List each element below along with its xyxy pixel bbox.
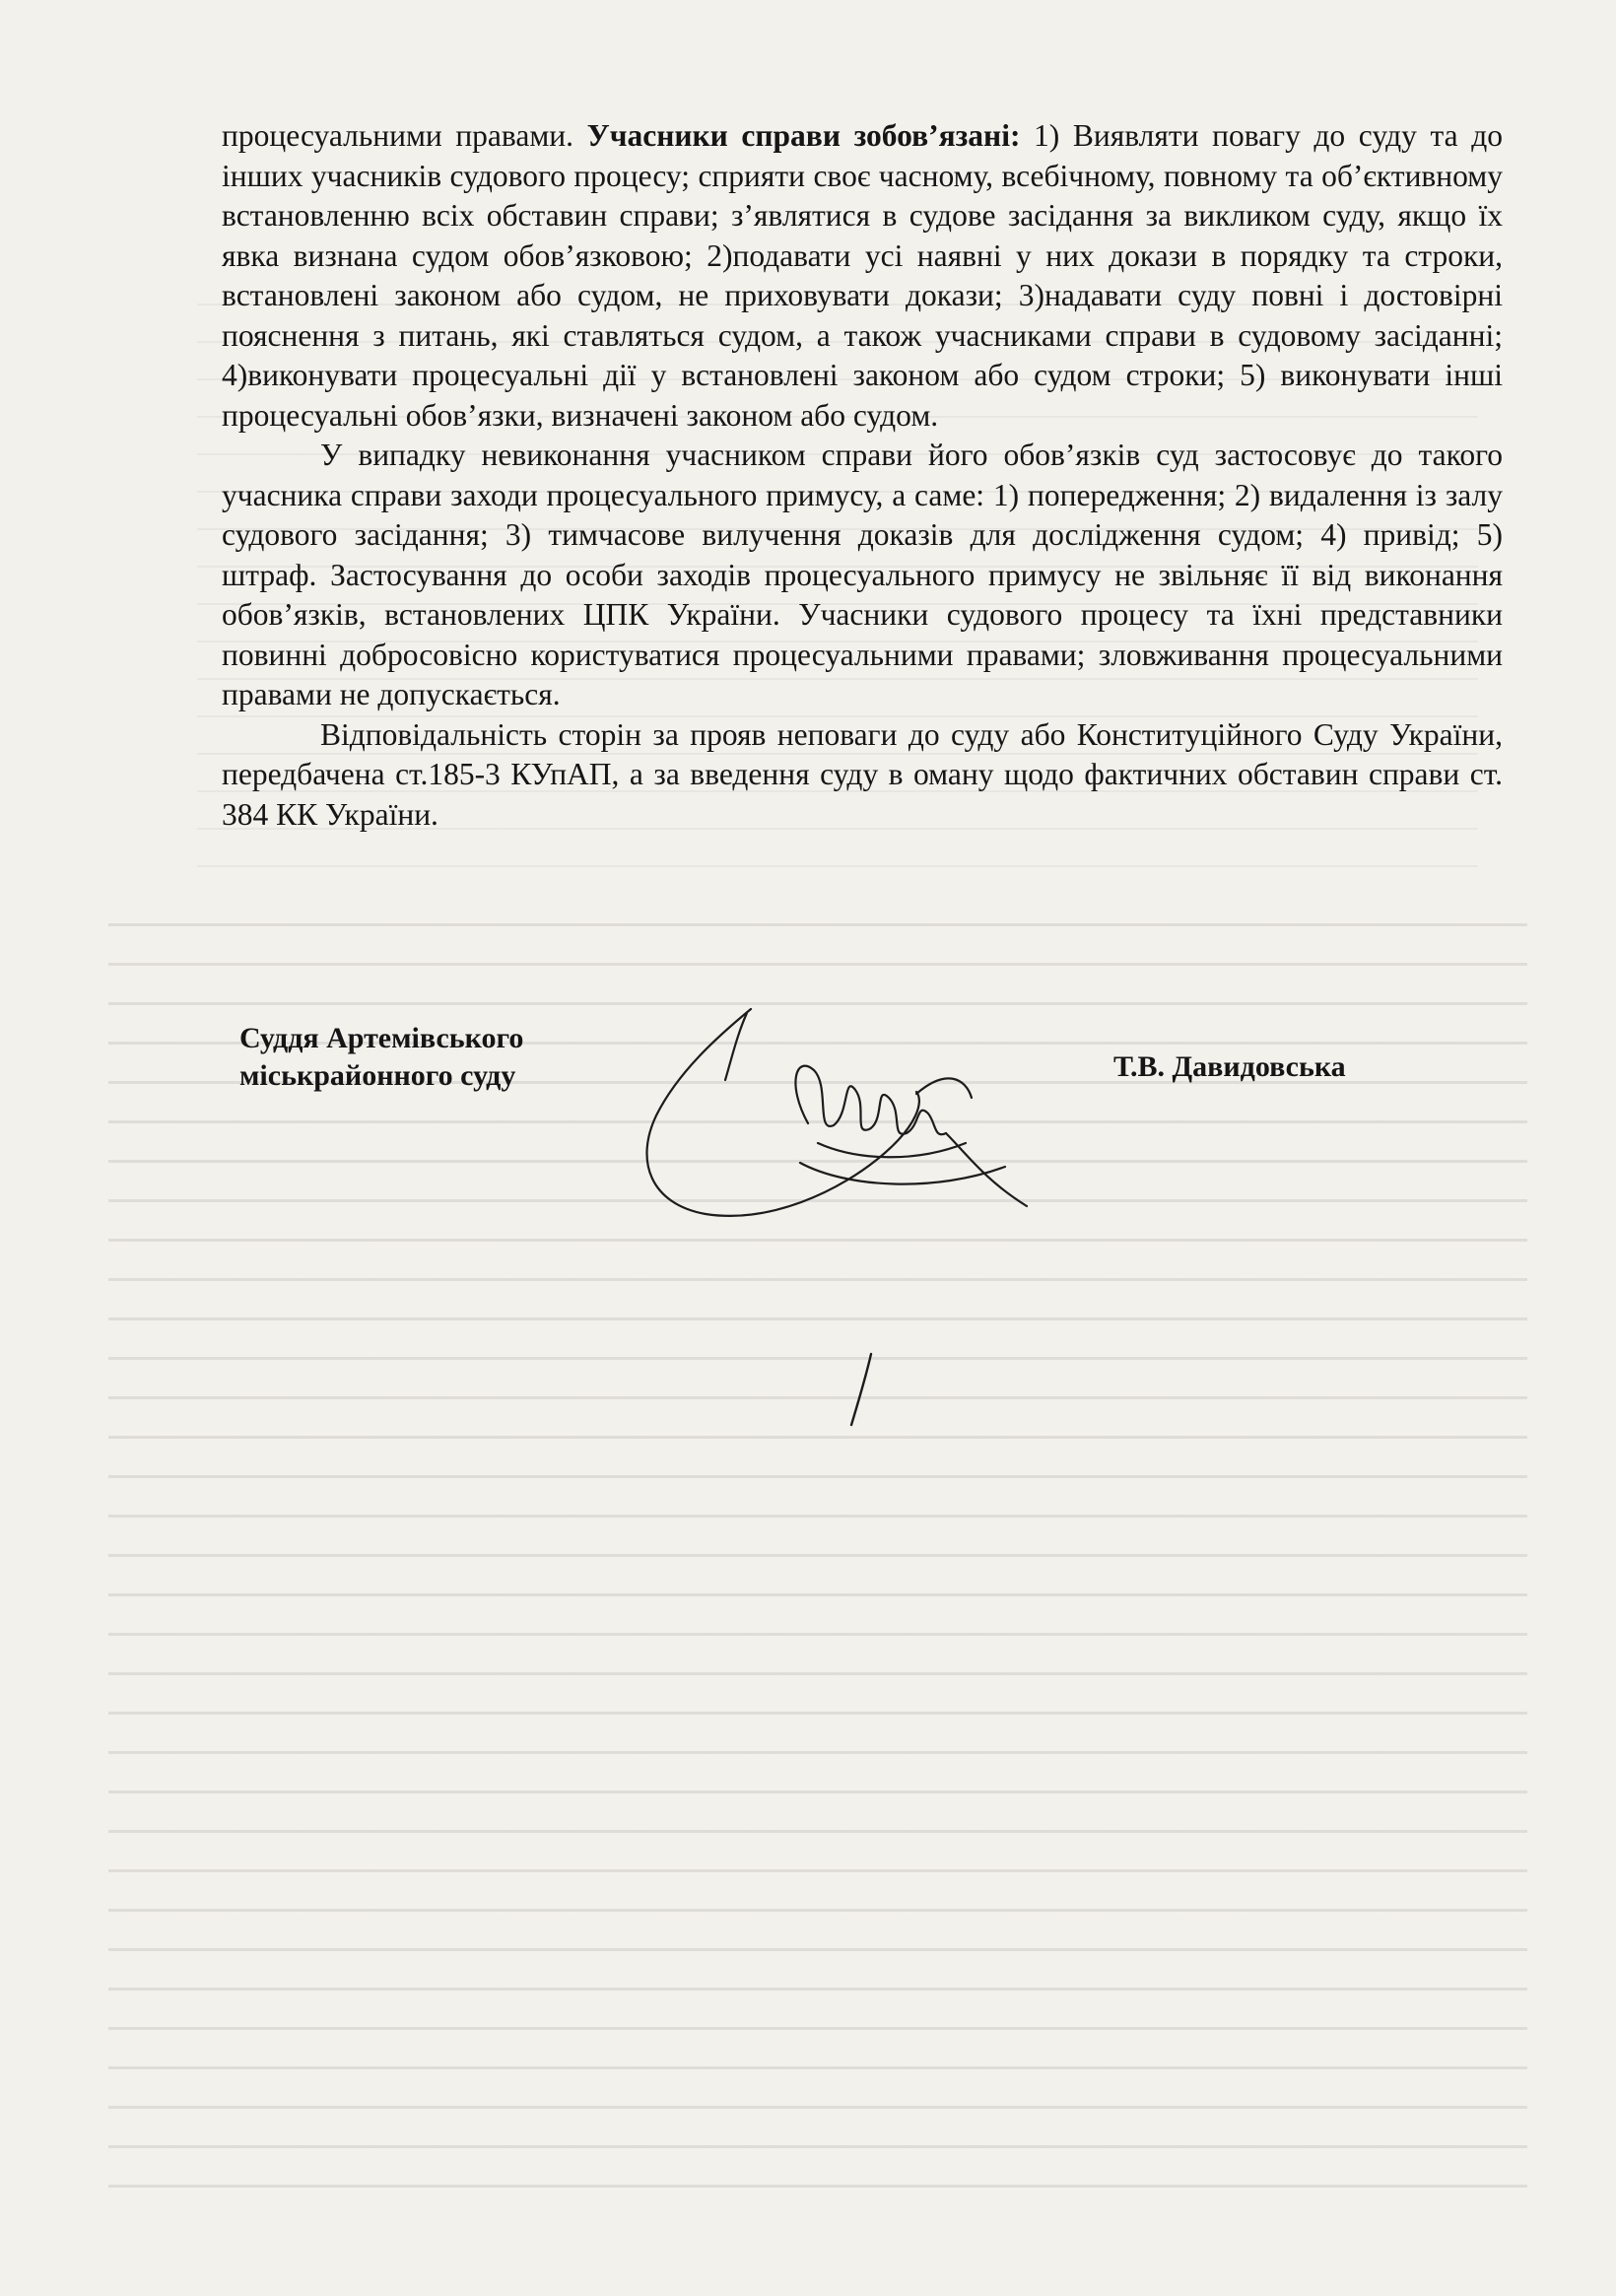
judge-name: Т.В. Давидовська [1113,1050,1346,1083]
paragraph-obligations-intro: процесуальними правами. [222,118,587,153]
paragraph-obligations-text: 1) Виявляти повагу до суду та до інших учасників судового процесу; сприяти своє часному, всебічному, повному та об’єктивному встановленню всіх обставин справи; з’являтися в судове засідання за викликом суду, якщо їх явка визнана судом обов’язковою; 2)подавати усі наявні у них докази в порядку та строки, встановлені законом або судом, не приховувати докази; 3)надавати суду повні і достовірні пояснення з питань, які ставляться судом, а також учасниками справи в судовому засіданні; 4)виконувати процесуальні дії у встановлені законом або судом строки; 5) виконувати інші процесуальні обов’язки, визначені законом або судом. [222,118,1503,433]
paragraph-liability: Відповідальність сторін за прояв неповаги до суду або Конституційного Суду України, передбачена ст.185-3 КУпАП, а за введення суду в оману щодо фактичних обставин справи ст. 384 КК України. [222,716,1503,832]
paragraph-obligations [222,116,1503,436]
paragraph-obligations-heading: Учасники справи зобов’язані: [586,118,1021,153]
judge-title [239,1020,523,1095]
judge-title-line1: Суддя Артемівського [239,1022,524,1054]
handwritten-signature [621,995,1035,1251]
judge-title-line2: міськрайонного суду [239,1059,516,1092]
document-body [222,116,1503,835]
paragraph-enforcement: У випадку невиконання учасником справи його обов’язків суд застосовує до такого учасника справи заходи процесуального примусу, а саме: 1) попередження; 2) видалення із залу судового засідання; 3) тимчасове вилучення доказів для дослідження судом; 4) привід; 5) штраф. Застосування до особи заходів процесуального примусу не звільняє її від виконання обов’язків, встановлених ЦПК України. Учасники судового процесу та їхні представники повинні добросовісно користуватися процесуальними правами; зловживання процесуальними правами не допускається. [222,438,1503,711]
pen-stroke-mark [847,1350,877,1429]
